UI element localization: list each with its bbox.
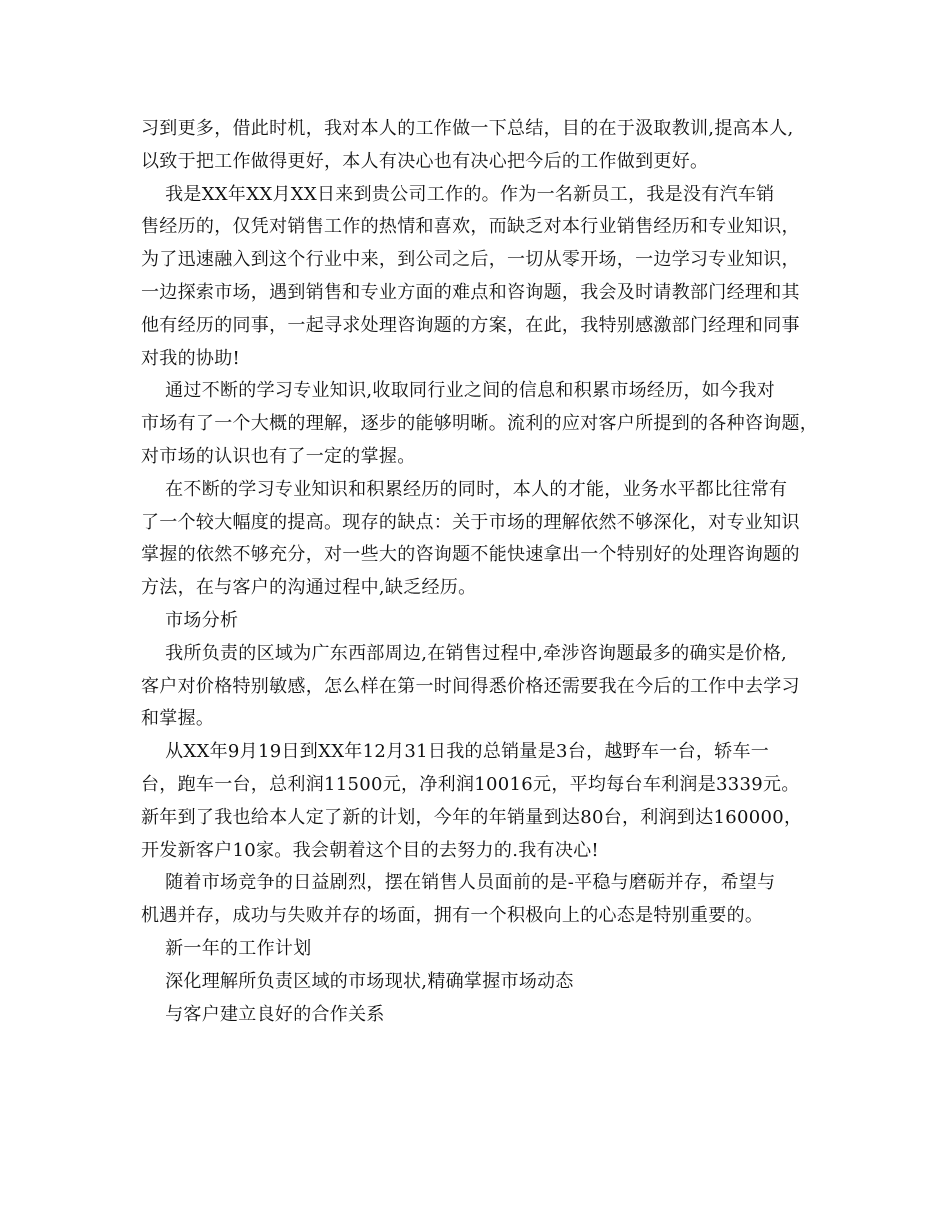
section-heading-market-analysis: 市场分析 — [141, 609, 239, 631]
text-line: 在不断的学习专业知识和积累经历的同时，本人的才能，业务水平都比往常有 — [141, 478, 788, 500]
plan-item: 深化理解所负责区域的市场现状,精确掌握市场动态 — [141, 970, 574, 992]
text-line: 通过不断的学习专业知识,收取同行业之间的信息和积累市场经历，如今我对 — [141, 380, 776, 402]
text-line: 他有经历的同事，一起寻求处理咨询题的方案，在此，我特别感激部门经理和同事 — [141, 314, 800, 336]
text-line: 我是XX年XX月XX日来到贵公司工作的。作为一名新员工，我是没有汽车销 — [141, 183, 775, 205]
text-line: 市场有了一个大概的理解，逐步的能够明晰。流利的应对客户所提到的各种咨询题， — [141, 413, 819, 435]
text-line: 对我的协助! — [141, 347, 241, 369]
text-line: 台，跑车一台，总利润11500元，净利润10016元，平均每台车利润是3339元。 — [141, 773, 800, 795]
text-line: 开发新客户10家。我会朝着这个目的去努力的.我有决心! — [141, 839, 599, 861]
section-heading-new-year-plan: 新一年的工作计划 — [141, 937, 312, 959]
text-line: 对市场的认识也有了一定的掌握。 — [141, 445, 416, 467]
text-line: 售经历的，仅凭对销售工作的热情和喜欢，而缺乏对本行业销售经历和专业知识， — [141, 216, 800, 238]
text-line: 随着市场竞争的日益剧烈，摆在销售人员面前的是-平稳与磨砺并存，希望与 — [141, 872, 776, 894]
text-line: 方法，在与客户的沟通过程中,缺乏经历。 — [141, 577, 477, 599]
text-line: 了一个较大幅度的提高。现存的缺点：关于市场的理解依然不够深化，对专业知识 — [141, 511, 800, 533]
text-line: 掌握的依然不够充分，对一些大的咨询题不能快速拿出一个特别好的处理咨询题的 — [141, 544, 800, 566]
text-line: 新年到了我也给本人定了新的计划，今年的年销量到达80台，利润到达160000， — [141, 806, 803, 828]
text-line: 一边探索市场，遇到销售和专业方面的难点和咨询题，我会及时请教部门经理和其 — [141, 281, 800, 303]
document-body — [141, 113, 821, 1031]
text-line: 我所负责的区域为广东西部周边,在销售过程中,牵涉咨询题最多的确实是价格, — [141, 642, 788, 664]
text-line: 机遇并存，成功与失败并存的场面，拥有一个积极向上的心态是特别重要的。 — [141, 905, 764, 927]
plan-item: 与客户建立良好的合作关系 — [141, 1003, 385, 1025]
text-line: 客户对价格特别敏感，怎么样在第一时间得悉价格还需要我在今后的工作中去学习 — [141, 675, 800, 697]
text-line: 以致于把工作做得更好，本人有决心也有决心把今后的工作做到更好。 — [141, 150, 709, 172]
text-line: 从XX年9月19日到XX年12月31日我的总销量是3台，越野车一台，轿车一 — [141, 741, 770, 763]
text-line: 习到更多，借此时机，我对本人的工作做一下总结，目的在于汲取教训,提高本人, — [141, 118, 794, 139]
text-line: 为了迅速融入到这个行业中来，到公司之后，一切从零开场，一边学习专业知识， — [141, 249, 800, 271]
text-line: 和掌握。 — [141, 708, 215, 730]
